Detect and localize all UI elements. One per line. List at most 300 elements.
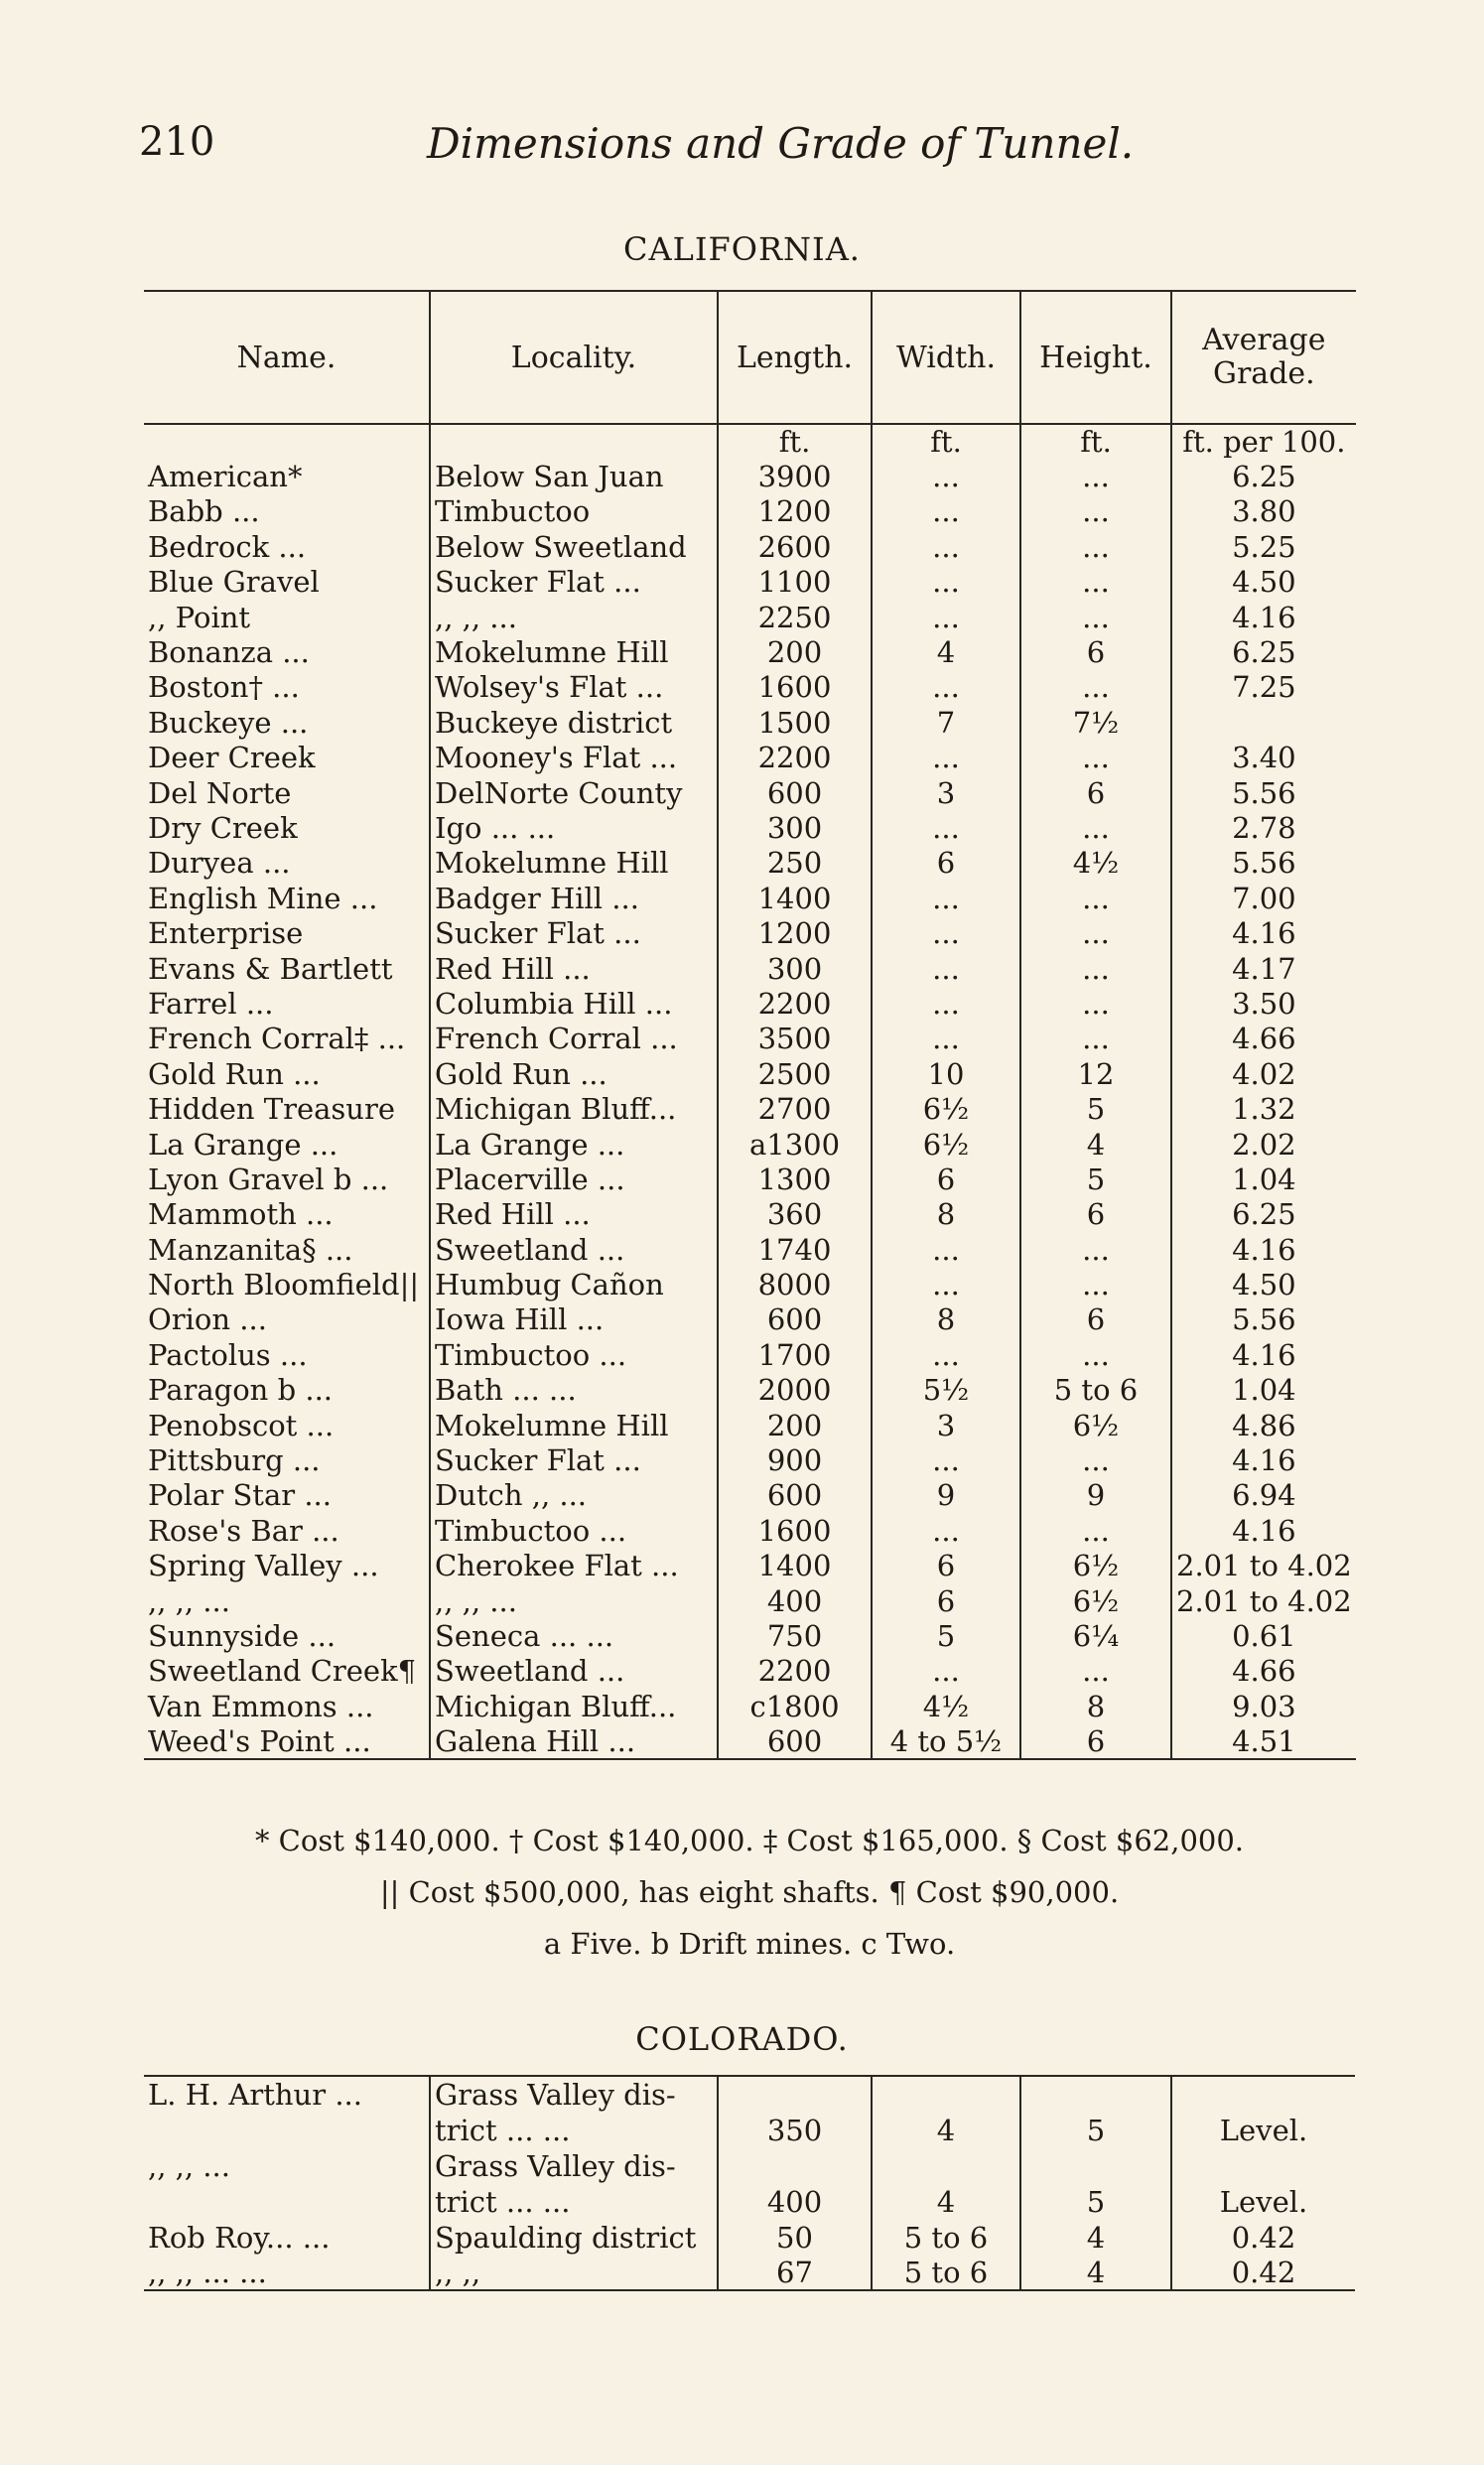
footnote-line-2: || Cost $500,000, has eight shafts. ¶ Cost $90,000. (379, 1875, 1120, 1909)
california-cell-name: ,, Point (144, 600, 430, 634)
california-cell-name: Pittsburg ... (144, 1442, 430, 1477)
california-row (144, 1022, 1356, 1056)
colorado-cell-grade: Level. (1219, 2185, 1308, 2219)
california-cell-name: Farrel ... (144, 986, 430, 1021)
california-cell-length: 1600 (718, 670, 872, 705)
california-cell-grade: 4.02 (1232, 1056, 1296, 1091)
footnote-line-1: * Cost $140,000. † Cost $140,000. ‡ Cost $165,000. § Cost $62,000. (254, 1824, 1245, 1857)
california-row (144, 600, 1356, 634)
california-cell-locality: Gold Run ... (430, 1056, 718, 1091)
california-cell-length: 250 (718, 846, 872, 881)
col-header-locality: Locality. (430, 291, 718, 424)
colorado-row (144, 2147, 1355, 2183)
california-cell-locality: Iowa Hill ... (430, 1302, 718, 1337)
california-cell-name: Sweetland Creek¶ (144, 1654, 430, 1689)
unit-length: ft. (718, 424, 872, 459)
california-cell-width: 10 (872, 1056, 1020, 1091)
california-cell-height: ... (1020, 459, 1171, 493)
california-cell-length: 1300 (718, 1162, 872, 1196)
unit-name (144, 424, 430, 459)
california-cell-length: 2700 (718, 1091, 872, 1126)
california-row (144, 529, 1356, 564)
california-cell-height: 6 (1020, 634, 1171, 669)
california-cell-grade: 4.50 (1232, 565, 1296, 600)
california-row (144, 810, 1356, 845)
california-row (144, 1513, 1356, 1548)
california-cell-name: Duryea ... (144, 846, 430, 881)
california-row (144, 634, 1356, 669)
california-cell-width: 6 (872, 1583, 1020, 1618)
california-cell-height: 6 (1020, 1723, 1171, 1758)
colorado-cell-length: 400 (718, 2183, 872, 2219)
california-cell-height: 7½ (1020, 705, 1171, 740)
california-row (144, 459, 1356, 493)
california-cell-name: Lyon Gravel b ... (144, 1162, 430, 1196)
california-cell-length: 1100 (718, 565, 872, 600)
california-cell-height: ... (1020, 915, 1171, 950)
california-cell-locality: Mooney's Flat ... (430, 741, 718, 775)
california-cell-locality: Timbuctoo ... (430, 1337, 718, 1372)
california-cell-name: Rose's Bar ... (144, 1513, 430, 1548)
california-title: CALIFORNIA. (623, 230, 861, 268)
california-cell-grade: 0.61 (1232, 1618, 1296, 1653)
california-cell-length: 3900 (718, 459, 872, 493)
california-cell-name: American* (144, 459, 430, 493)
colorado-cell-height (1020, 2076, 1171, 2112)
california-table-body (144, 424, 1356, 1759)
california-cell-grade: 3.80 (1232, 494, 1296, 529)
colorado-cell-height: 4 (1020, 2255, 1171, 2290)
california-cell-name: French Corral‡ ... (144, 1022, 430, 1056)
california-cell-locality: Michigan Bluff... (430, 1091, 718, 1126)
california-cell-height: 6½ (1020, 1408, 1171, 1442)
california-cell-length: 2250 (718, 600, 872, 634)
colorado-cell-grade (1171, 2147, 1355, 2183)
california-cell-length: 400 (718, 1583, 872, 1618)
col-header-height: Height. (1020, 291, 1171, 424)
california-cell-width: 4½ (872, 1689, 1020, 1723)
california-cell-height: 5 (1020, 1091, 1171, 1126)
california-cell-length: 750 (718, 1618, 872, 1653)
colorado-cell-locality: ,, ,, (430, 2255, 718, 2290)
california-cell-locality: Cherokee Flat ... (430, 1549, 718, 1583)
california-cell-name: Blue Gravel (144, 565, 430, 600)
col-header-length: Length. (718, 291, 872, 424)
california-row (144, 1654, 1356, 1689)
california-cell-grade: 5.56 (1232, 846, 1296, 881)
california-cell-height: ... (1020, 670, 1171, 705)
california-cell-height: 8 (1020, 1689, 1171, 1723)
california-cell-length: 2200 (718, 986, 872, 1021)
running-title: Dimensions and Grade of Tunnel. (427, 119, 1135, 168)
california-cell-width: 6½ (872, 1127, 1020, 1162)
california-cell-grade: 4.16 (1232, 1513, 1296, 1548)
california-cell-name: Babb ... (144, 494, 430, 529)
california-cell-width: ... (872, 1232, 1020, 1267)
california-cell-grade: 1.04 (1232, 1162, 1296, 1196)
colorado-cell-length: 67 (718, 2255, 872, 2290)
california-cell-locality: Sucker Flat ... (430, 915, 718, 950)
california-cell-length: 360 (718, 1197, 872, 1232)
california-cell-grade: 6.94 (1232, 1478, 1296, 1513)
california-cell-name: Dry Creek (144, 810, 430, 845)
california-cell-name: Hidden Treasure (144, 1091, 430, 1126)
california-cell-grade: 1.04 (1232, 1373, 1296, 1408)
california-row (144, 1232, 1356, 1267)
california-cell-locality: French Corral ... (430, 1022, 718, 1056)
california-cell-height: ... (1020, 494, 1171, 529)
california-cell-height: ... (1020, 1513, 1171, 1548)
california-cell-width: ... (872, 741, 1020, 775)
california-cell-width: 4 (872, 634, 1020, 669)
california-cell-name: Del Norte (144, 775, 430, 810)
california-cell-width: ... (872, 881, 1020, 915)
colorado-row (144, 2219, 1355, 2255)
california-cell-name: Mammoth ... (144, 1197, 430, 1232)
california-row (144, 846, 1356, 881)
colorado-table (144, 2075, 1355, 2291)
california-cell-name: Buckeye ... (144, 705, 430, 740)
california-cell-length: 2000 (718, 1373, 872, 1408)
california-cell-locality: Timbuctoo (430, 494, 718, 529)
california-cell-grade: 4.17 (1232, 951, 1296, 986)
california-cell-locality: Buckeye district (430, 705, 718, 740)
colorado-cell-width (872, 2076, 1020, 2112)
california-cell-length: 1500 (718, 705, 872, 740)
colorado-cell-name (144, 2183, 430, 2219)
california-cell-width: 3 (872, 775, 1020, 810)
colorado-cell-length (718, 2076, 872, 2112)
california-cell-length: 2600 (718, 529, 872, 564)
california-cell-length: 8000 (718, 1267, 872, 1301)
california-cell-length: 2200 (718, 741, 872, 775)
colorado-cell-name: L. H. Arthur ... (144, 2076, 430, 2112)
california-cell-height: ... (1020, 1337, 1171, 1372)
california-cell-grade: 7.00 (1232, 881, 1296, 915)
california-cell-name: Van Emmons ... (144, 1689, 430, 1723)
california-cell-width: 4 to 5½ (872, 1723, 1020, 1758)
california-cell-name: Deer Creek (144, 741, 430, 775)
col-header-width: Width. (872, 291, 1020, 424)
california-cell-locality: Wolsey's Flat ... (430, 670, 718, 705)
california-cell-grade: 4.51 (1232, 1723, 1296, 1758)
california-cell-locality: Bath ... ... (430, 1373, 718, 1408)
california-cell-height: 6½ (1020, 1549, 1171, 1583)
california-cell-name: Bedrock ... (144, 529, 430, 564)
california-row (144, 1689, 1356, 1723)
california-cell-locality: Mokelumne Hill (430, 634, 718, 669)
california-cell-height: ... (1020, 986, 1171, 1021)
california-row (144, 915, 1356, 950)
california-cell-length: 600 (718, 1478, 872, 1513)
california-cell-height: 9 (1020, 1478, 1171, 1513)
california-row (144, 741, 1356, 775)
california-cell-locality: Mokelumne Hill (430, 1408, 718, 1442)
california-row (144, 1162, 1356, 1196)
california-cell-width: ... (872, 1513, 1020, 1548)
california-cell-width: ... (872, 565, 1020, 600)
california-cell-width: 6 (872, 846, 1020, 881)
california-cell-width: ... (872, 1654, 1020, 1689)
california-cell-grade: 5.56 (1232, 775, 1296, 810)
california-cell-name: Spring Valley ... (144, 1549, 430, 1583)
california-cell-height: 4½ (1020, 846, 1171, 881)
california-row (144, 1583, 1356, 1618)
colorado-row (144, 2255, 1355, 2290)
colorado-cell-locality: Grass Valley dis- (430, 2076, 718, 2112)
california-cell-grade (1171, 705, 1356, 740)
california-row (144, 1127, 1356, 1162)
colorado-cell-name: ,, ,, ... ... (144, 2255, 430, 2290)
california-cell-locality: Red Hill ... (430, 951, 718, 986)
california-row (144, 951, 1356, 986)
page-header (139, 119, 1365, 179)
california-cell-name: Gold Run ... (144, 1056, 430, 1091)
california-cell-length: 1700 (718, 1337, 872, 1372)
california-cell-length: 300 (718, 951, 872, 986)
california-cell-width: ... (872, 810, 1020, 845)
colorado-cell-length: 50 (718, 2219, 872, 2255)
california-cell-length: 3500 (718, 1022, 872, 1056)
california-cell-width: ... (872, 600, 1020, 634)
california-cell-height: 6 (1020, 1197, 1171, 1232)
california-row (144, 670, 1356, 705)
colorado-cell-locality: trict ... ... (430, 2112, 718, 2147)
colorado-cell-name: ,, ,, ... (144, 2147, 430, 2183)
california-row (144, 1197, 1356, 1232)
california-cell-locality: Galena Hill ... (430, 1723, 718, 1758)
footnote-line-3: a Five. b Drift mines. c Two. (543, 1927, 956, 1961)
california-cell-width: 5 (872, 1618, 1020, 1653)
california-cell-grade: 5.56 (1232, 1302, 1296, 1337)
california-cell-height: ... (1020, 881, 1171, 915)
california-cell-grade: 2.02 (1232, 1127, 1296, 1162)
california-cell-width: 8 (872, 1302, 1020, 1337)
california-cell-height: 12 (1020, 1056, 1171, 1091)
california-cell-width: ... (872, 1022, 1020, 1056)
colorado-table-body (144, 2076, 1355, 2290)
colorado-cell-height (1020, 2147, 1171, 2183)
california-cell-height: 4 (1020, 1127, 1171, 1162)
california-cell-name: Evans & Bartlett (144, 951, 430, 986)
california-cell-grade: 4.86 (1232, 1408, 1296, 1442)
california-cell-length: 2500 (718, 1056, 872, 1091)
california-cell-width: 6 (872, 1162, 1020, 1196)
california-cell-locality: Mokelumne Hill (430, 846, 718, 881)
california-row (144, 1373, 1356, 1408)
california-header-row (144, 291, 1356, 424)
california-cell-height: 6½ (1020, 1583, 1171, 1618)
colorado-cell-locality: Grass Valley dis- (430, 2147, 718, 2183)
california-cell-name: Sunnyside ... (144, 1618, 430, 1653)
california-cell-name: English Mine ... (144, 881, 430, 915)
colorado-cell-width: 5 to 6 (872, 2219, 1020, 2255)
california-row (144, 986, 1356, 1021)
california-row (144, 494, 1356, 529)
california-table (144, 290, 1356, 1760)
california-cell-height: ... (1020, 1022, 1171, 1056)
colorado-cell-width: 4 (872, 2112, 1020, 2147)
california-cell-locality: La Grange ... (430, 1127, 718, 1162)
california-row (144, 1478, 1356, 1513)
california-cell-name: Enterprise (144, 915, 430, 950)
california-cell-locality: Badger Hill ... (430, 881, 718, 915)
california-cell-width: ... (872, 986, 1020, 1021)
california-cell-length: 1600 (718, 1513, 872, 1548)
california-cell-height: 5 to 6 (1020, 1373, 1171, 1408)
california-cell-locality: Seneca ... ... (430, 1618, 718, 1653)
california-cell-length: a1300 (718, 1127, 872, 1162)
california-row (144, 1408, 1356, 1442)
colorado-cell-name (144, 2112, 430, 2147)
california-row (144, 565, 1356, 600)
california-cell-locality: Sweetland ... (430, 1232, 718, 1267)
colorado-cell-grade (1171, 2076, 1355, 2112)
california-cell-height: ... (1020, 951, 1171, 986)
california-cell-height: ... (1020, 1442, 1171, 1477)
california-cell-grade: 6.25 (1232, 460, 1296, 494)
california-cell-height: ... (1020, 565, 1171, 600)
california-cell-name: Boston† ... (144, 670, 430, 705)
california-cell-height: ... (1020, 529, 1171, 564)
california-cell-grade: 5.25 (1232, 529, 1296, 564)
california-row (144, 1442, 1356, 1477)
california-row (144, 775, 1356, 810)
california-cell-grade: 6.25 (1232, 635, 1296, 670)
california-cell-name: Weed's Point ... (144, 1723, 430, 1758)
california-cell-height: ... (1020, 741, 1171, 775)
california-cell-width: ... (872, 915, 1020, 950)
california-cell-grade: 6.25 (1232, 1197, 1296, 1232)
colorado-cell-locality: trict ... ... (430, 2183, 718, 2219)
california-cell-length: 1400 (718, 881, 872, 915)
colorado-row (144, 2076, 1355, 2112)
colorado-cell-height: 5 (1020, 2112, 1171, 2147)
california-cell-grade: 4.16 (1232, 1232, 1296, 1267)
california-cell-grade: 3.40 (1232, 741, 1296, 775)
california-row (144, 1549, 1356, 1583)
california-cell-width: 9 (872, 1478, 1020, 1513)
california-cell-locality: Red Hill ... (430, 1197, 718, 1232)
california-cell-grade: 2.78 (1232, 810, 1296, 845)
california-cell-width: ... (872, 951, 1020, 986)
california-cell-name: La Grange ... (144, 1127, 430, 1162)
colorado-cell-name: Rob Roy... ... (144, 2219, 430, 2255)
colorado-cell-height: 4 (1020, 2219, 1171, 2255)
california-row (144, 1056, 1356, 1091)
california-cell-length: 900 (718, 1442, 872, 1477)
california-cell-grade: 4.66 (1232, 1022, 1296, 1056)
california-row (144, 881, 1356, 915)
california-cell-height: ... (1020, 810, 1171, 845)
california-cell-locality: ,, ,, ... (430, 1583, 718, 1618)
california-cell-length: 600 (718, 1302, 872, 1337)
california-cell-length: 1400 (718, 1549, 872, 1583)
california-cell-name: Pactolus ... (144, 1337, 430, 1372)
california-cell-grade: 2.01 to 4.02 (1176, 1583, 1352, 1618)
colorado-row (144, 2183, 1355, 2219)
california-cell-name: Polar Star ... (144, 1478, 430, 1513)
california-cell-width: ... (872, 1442, 1020, 1477)
colorado-cell-width (872, 2147, 1020, 2183)
california-cell-name: Paragon b ... (144, 1373, 430, 1408)
colorado-cell-width: 4 (872, 2183, 1020, 2219)
california-cell-grade: 1.32 (1232, 1092, 1296, 1127)
unit-grade: ft. per 100. (1182, 425, 1346, 460)
california-cell-width: ... (872, 494, 1020, 529)
colorado-row (144, 2112, 1355, 2147)
colorado-cell-grade: 0.42 (1231, 2221, 1296, 2255)
california-cell-grade: 4.16 (1232, 600, 1296, 634)
california-cell-locality: Sweetland ... (430, 1654, 718, 1689)
california-cell-length: 2200 (718, 1654, 872, 1689)
california-row (144, 1091, 1356, 1126)
col-header-name: Name. (144, 291, 430, 424)
california-cell-height: ... (1020, 1654, 1171, 1689)
california-cell-length: 600 (718, 775, 872, 810)
california-cell-width: 6 (872, 1549, 1020, 1583)
california-cell-locality: DelNorte County (430, 775, 718, 810)
california-cell-width: 7 (872, 705, 1020, 740)
california-cell-grade: 2.01 to 4.02 (1176, 1549, 1352, 1583)
california-cell-locality: Michigan Bluff... (430, 1689, 718, 1723)
colorado-cell-height: 5 (1020, 2183, 1171, 2219)
california-cell-width: ... (872, 1267, 1020, 1301)
california-cell-name: Manzanita§ ... (144, 1232, 430, 1267)
california-cell-height: 6 (1020, 775, 1171, 810)
california-cell-width: 6½ (872, 1091, 1020, 1126)
california-cell-locality: Sucker Flat ... (430, 565, 718, 600)
colorado-cell-locality: Spaulding district (430, 2219, 718, 2255)
california-cell-width: 8 (872, 1197, 1020, 1232)
california-cell-width: ... (872, 670, 1020, 705)
california-cell-length: 1200 (718, 915, 872, 950)
california-cell-width: ... (872, 529, 1020, 564)
california-cell-name: North Bloomfield|| (144, 1267, 430, 1301)
california-cell-grade: 4.16 (1232, 1443, 1296, 1478)
california-cell-height: 6 (1020, 1302, 1171, 1337)
california-cell-width: 3 (872, 1408, 1020, 1442)
california-cell-width: ... (872, 1337, 1020, 1372)
colorado-cell-grade: Level. (1219, 2114, 1308, 2147)
colorado-cell-grade: 0.42 (1231, 2256, 1296, 2289)
unit-width: ft. (872, 424, 1020, 459)
california-cell-grade: 4.16 (1232, 916, 1296, 951)
california-cell-width: 5½ (872, 1373, 1020, 1408)
california-cell-length: 200 (718, 634, 872, 669)
colorado-cell-length (718, 2147, 872, 2183)
california-cell-height: ... (1020, 1232, 1171, 1267)
california-cell-grade: 4.50 (1232, 1268, 1296, 1302)
california-cell-height: 5 (1020, 1162, 1171, 1196)
california-cell-length: 200 (718, 1408, 872, 1442)
california-cell-width: ... (872, 459, 1020, 493)
unit-height: ft. (1020, 424, 1171, 459)
california-cell-grade: 9.03 (1232, 1689, 1296, 1723)
california-cell-locality: Columbia Hill ... (430, 986, 718, 1021)
california-cell-name: Penobscot ... (144, 1408, 430, 1442)
california-row (144, 1267, 1356, 1301)
units-row (144, 424, 1356, 459)
california-cell-height: ... (1020, 1267, 1171, 1301)
california-cell-locality: Sucker Flat ... (430, 1442, 718, 1477)
california-cell-height: 6¼ (1020, 1618, 1171, 1653)
california-cell-locality: Humbug Cañon (430, 1267, 718, 1301)
california-row (144, 705, 1356, 740)
california-cell-locality: Dutch ,, ... (430, 1478, 718, 1513)
footnotes (144, 1815, 1355, 1970)
california-cell-locality: Below San Juan (430, 459, 718, 493)
